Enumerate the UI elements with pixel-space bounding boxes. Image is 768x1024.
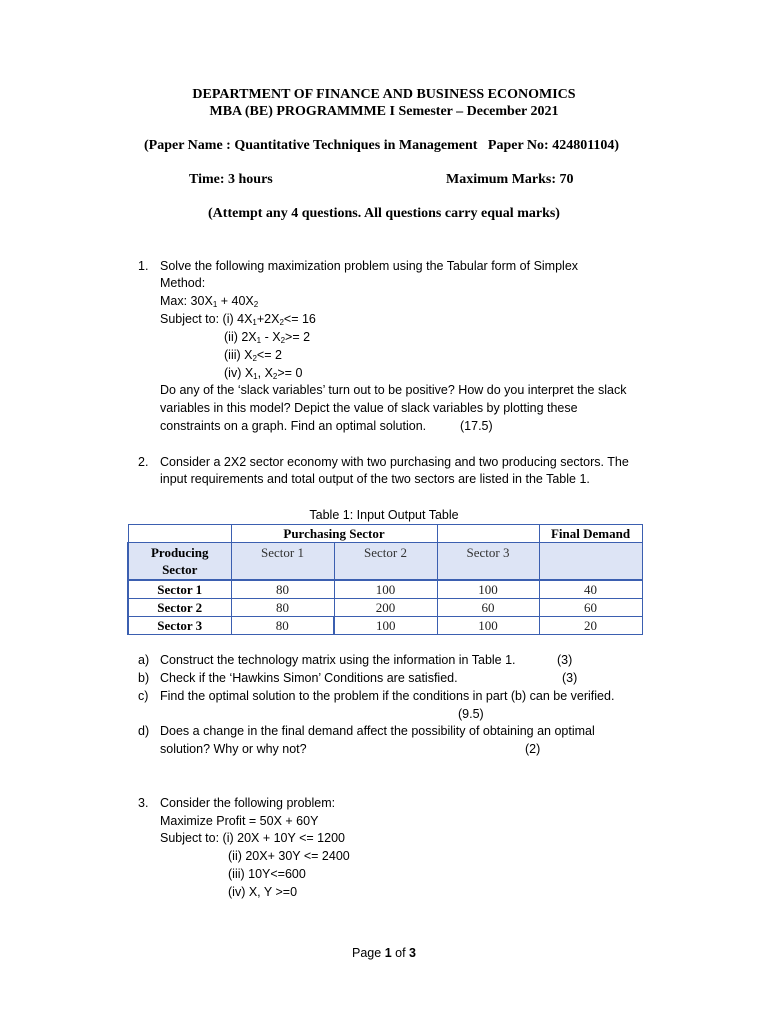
table-header-row [128,525,642,543]
table-cell: 100 [437,617,539,635]
table-cell: 80 [231,599,334,617]
table-cell: 40 [539,580,642,599]
row-label: Sector 3 [128,617,231,635]
table-cell: 200 [334,599,437,617]
final-demand-header: Final Demand [539,525,642,543]
q1-objective: Max: $30X_1 + 40X_2$ [160,294,259,309]
time-label: Time: 3 hours [189,172,273,187]
table-row [128,580,642,599]
q1-constraint-1: Subject to: (i) $4X_1+2X_2<= 16$ [160,312,316,327]
col-sector-2: Sector 2 [334,543,437,581]
page-number: Page 1 of 3 [352,946,416,960]
table-cell: 100 [334,580,437,599]
q1-para-line2: variables in this model? Depict the value of slack variables by plotting these [160,401,578,415]
instruction-line: (Attempt any 4 questions. All questions carry equal marks) [208,206,560,221]
row-label: Sector 1 [128,580,231,599]
department-title: DEPARTMENT OF FINANCE AND BUSINESS ECONOMICS [192,87,576,102]
q1-para-line3: constraints on a graph. Find an optimal solution. [160,419,427,433]
table-corner-cell [128,525,231,543]
table-subheader-row [128,543,642,581]
col-sector-1: Sector 1 [231,543,334,581]
q2a-label: a) [138,653,150,667]
q1-line2: Method: [160,276,206,290]
table-cell: 80 [231,580,334,599]
q2c-label: c) [138,689,149,703]
q3-constraint-2: (ii) 20X+ 30Y <= 2400 [228,849,350,863]
table-title: Table 1: Input Output Table [309,508,459,522]
q2d-label: d) [138,724,150,738]
q2a-marks: (3) [557,653,573,667]
q1-constraint-2: (ii) $2X_1 - X_2>= 2$ [224,330,311,345]
q2-line1: Consider a 2X2 sector economy with two purchasing and two producing sectors. The [160,455,629,469]
q2b-marks: (3) [562,671,578,685]
programme-title: MBA (BE) PROGRAMMME I Semester – December 2021 [209,104,559,119]
table-row [128,617,642,635]
table-cell: 20 [539,617,642,635]
q1-para-line1: Do any of the ‘slack variables’ turn out to be positive? How do you interpret the slack [160,383,627,397]
table-cell: 100 [334,617,437,635]
col-final-demand-blank [539,543,642,581]
row-label: Sector 2 [128,599,231,617]
q2b-label: b) [138,671,150,685]
q3-number: 3. [138,796,149,810]
purchasing-sector-header: Purchasing Sector [231,525,437,543]
table-cell: 80 [231,617,334,635]
table-blank-header [437,525,539,543]
q2a-text: Construct the technology matrix using the information in Table 1. [160,653,516,667]
q2c-text: Find the optimal solution to the problem if the conditions in part (b) can be verified. [160,689,615,703]
q1-constraint-3: (iii) $X_2<= 2$ [224,348,282,363]
q2d-text-line2: solution? Why or why not? [160,742,307,756]
table-cell: 60 [437,599,539,617]
table-cell: 100 [437,580,539,599]
paper-line: (Paper Name : Quantitative Techniques in Management Paper No: 424801104) [144,138,620,153]
q2c-marks: (9.5) [458,707,484,721]
q1-number: 1. [138,259,149,273]
input-output-table [127,524,643,635]
q2d-marks: (2) [525,742,541,756]
max-marks-label: Maximum Marks: 70 [446,172,574,187]
q3-objective: Maximize Profit = 50X + 60Y [160,814,319,828]
q2-line2: input requirements and total output of the two sectors are listed in the Table 1. [160,472,590,486]
q3-constraint-4: (iv) X, Y >=0 [228,885,298,899]
q1-line1: Solve the following maximization problem using the Tabular form of Simplex [160,259,579,273]
q2-number: 2. [138,455,149,469]
q1-constraint-4: (iv) $X_1$, $X_2>= 0$ [224,366,303,381]
producing-sector-header: Producing Sector [128,543,231,581]
q1-marks: (17.5) [460,419,493,433]
q3-line1: Consider the following problem: [160,796,336,810]
q3-constraint-1: Subject to: (i) 20X + 10Y <= 1200 [160,831,345,845]
q3-constraint-3: (iii) 10Y<=600 [228,867,306,881]
q2b-text: Check if the ‘Hawkins Simon’ Conditions are satisfied. [160,671,458,685]
table-cell: 60 [539,599,642,617]
q2d-text-line1: Does a change in the final demand affect the possibility of obtaining an optimal [160,724,595,738]
col-sector-3: Sector 3 [437,543,539,581]
table-row [128,599,642,617]
